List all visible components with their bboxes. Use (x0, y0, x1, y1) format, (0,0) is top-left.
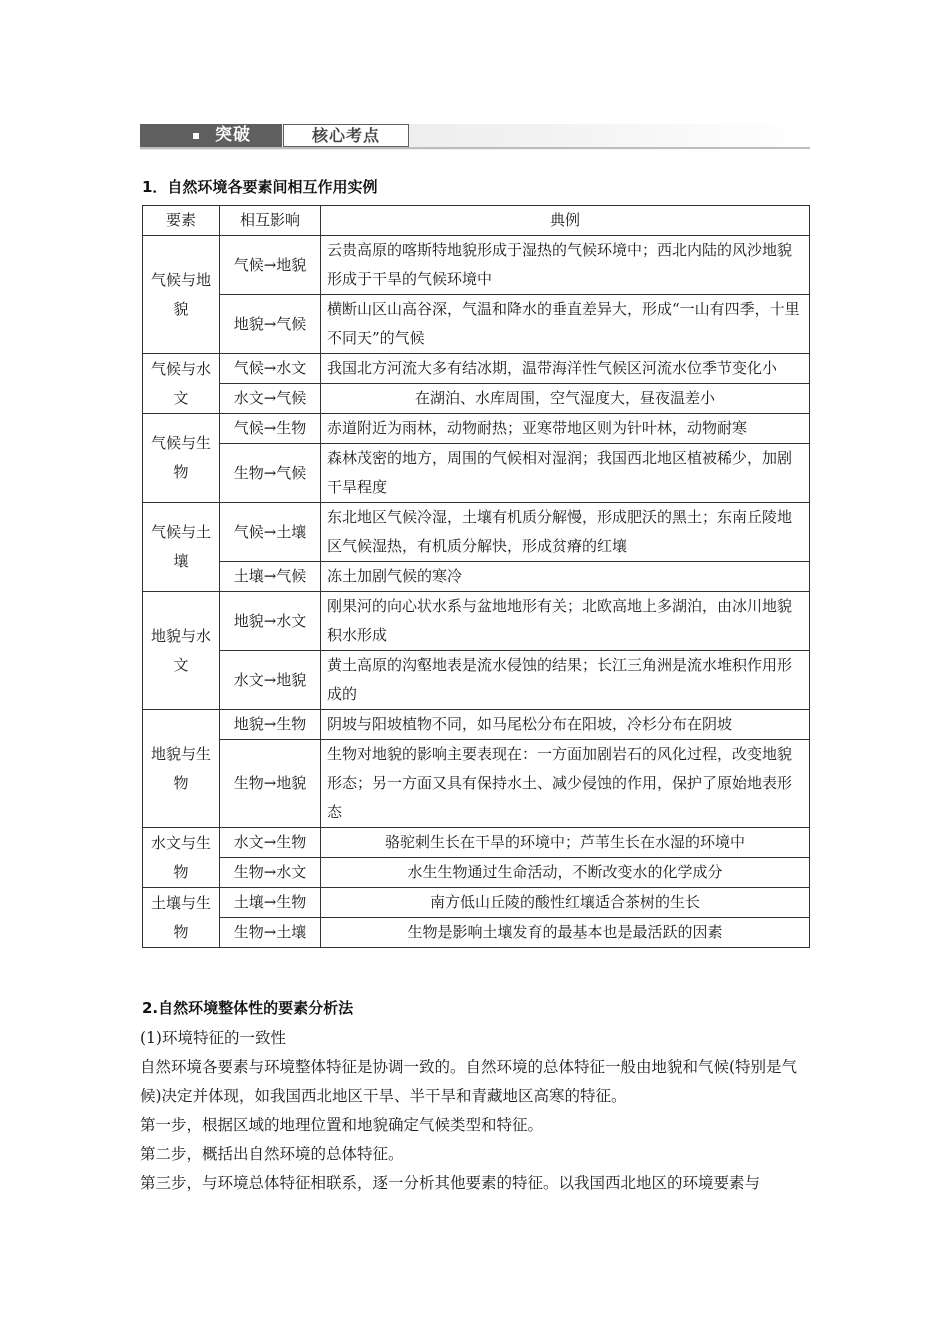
example-text: 在湖泊、水库周围，空气湿度大，昼夜温差小 (321, 384, 810, 414)
interaction-direction: 生物→水文 (220, 858, 321, 888)
interaction-direction: 土壤→生物 (220, 888, 321, 918)
interaction-direction: 生物→土壤 (220, 918, 321, 948)
interaction-direction: 水文→气候 (220, 384, 321, 414)
table-row (143, 354, 810, 384)
interaction-direction: 地貌→气候 (220, 295, 321, 354)
element-pair: 气候与地貌 (143, 236, 220, 354)
element-pair: 地貌与水文 (143, 592, 220, 710)
example-text: 我国北方河流大多有结冰期，温带海洋性气候区河流水位季节变化小 (321, 354, 810, 384)
example-text: 生物对地貌的影响主要表现在：一方面加剧岩石的风化过程，改变地貌形态；另一方面又具有保持水土、减少侵蚀的作用，保护了原始地表形态 (321, 740, 810, 828)
interaction-direction: 水文→地貌 (220, 651, 321, 710)
example-text: 赤道附近为雨林，动物耐热；亚寒带地区则为针叶林，动物耐寒 (321, 414, 810, 444)
interaction-direction: 气候→生物 (220, 414, 321, 444)
example-text: 云贵高原的喀斯特地貌形成于湿热的气候环境中；西北内陆的风沙地貌形成于干旱的气候环境中 (321, 236, 810, 295)
table-row (143, 384, 810, 414)
example-text: 生物是影响土壤发育的最基本也是最活跃的因素 (321, 918, 810, 948)
table-row (143, 918, 810, 948)
section-banner (140, 124, 810, 150)
example-text: 南方低山丘陵的酸性红壤适合茶树的生长 (321, 888, 810, 918)
example-text: 横断山区山高谷深，气温和降水的垂直差异大，形成“一山有四季，十里不同天”的气候 (321, 295, 810, 354)
element-pair: 气候与水文 (143, 354, 220, 414)
section1-heading: 1．自然环境各要素间相互作用实例 (142, 178, 378, 196)
example-text: 森林茂密的地方，周围的气候相对湿润；我国西北地区植被稀少，加剧干旱程度 (321, 444, 810, 503)
square-bullet-icon (193, 133, 199, 139)
example-text: 水生生物通过生命活动，不断改变水的化学成分 (321, 858, 810, 888)
step-1: 第一步，根据区域的地理位置和地貌确定气候类型和特征。 (140, 1116, 544, 1134)
paragraph: 自然环境各要素与环境整体特征是协调一致的。自然环境的总体特征一般由地貌和气候(特别是气候)决定并体现，如我国西北地区干旱、半干旱和青藏地区高寒的特征。 (140, 1058, 798, 1105)
element-pair: 气候与土壤 (143, 503, 220, 592)
interaction-direction: 生物→气候 (220, 444, 321, 503)
element-pair: 气候与生物 (143, 414, 220, 503)
example-text: 刚果河的向心状水系与盆地地形有关；北欧高地上多湖泊，由冰川地貌积水形成 (321, 592, 810, 651)
table-row (143, 828, 810, 858)
banner-title: 核心考点 (283, 124, 409, 147)
table-row (143, 236, 810, 295)
interaction-direction: 水文→生物 (220, 828, 321, 858)
section2-subheading: (1)环境特征的一致性 (140, 1029, 286, 1047)
example-text: 骆驼刺生长在干旱的环境中；芦苇生长在水湿的环境中 (321, 828, 810, 858)
interaction-direction: 地貌→水文 (220, 592, 321, 651)
example-text: 东北地区气候冷湿，土壤有机质分解慢，形成肥沃的黑土；东南丘陵地区气候湿热，有机质分解快，形成贫瘠的红壤 (321, 503, 810, 562)
section2-heading: 2.自然环境整体性的要素分析法 (142, 999, 354, 1017)
table-row (143, 740, 810, 828)
banner-tag-label: 突破 (215, 125, 251, 145)
element-pair: 土壤与生物 (143, 888, 220, 948)
table-row (143, 562, 810, 592)
banner-underline (140, 147, 810, 149)
element-pair: 水文与生物 (143, 828, 220, 888)
interaction-table (142, 205, 810, 948)
table-row (143, 651, 810, 710)
header-element: 要素 (143, 206, 220, 236)
interaction-direction: 地貌→生物 (220, 710, 321, 740)
table-row (143, 444, 810, 503)
table-row (143, 592, 810, 651)
header-interaction: 相互影响 (220, 206, 321, 236)
table-row (143, 888, 810, 918)
interaction-direction: 气候→土壤 (220, 503, 321, 562)
table-row (143, 414, 810, 444)
step-2: 第二步，概括出自然环境的总体特征。 (140, 1145, 404, 1163)
header-example: 典例 (321, 206, 810, 236)
interaction-direction: 气候→水文 (220, 354, 321, 384)
example-text: 冻土加剧气候的寒冷 (321, 562, 810, 592)
table-row (143, 503, 810, 562)
element-pair: 地貌与生物 (143, 710, 220, 828)
example-text: 阴坡与阳坡植物不同，如马尾松分布在阳坡，冷杉分布在阴坡 (321, 710, 810, 740)
interaction-direction: 气候→地貌 (220, 236, 321, 295)
banner-tag (140, 124, 282, 147)
table-row (143, 295, 810, 354)
table-row (143, 858, 810, 888)
example-text: 黄土高原的沟壑地表是流水侵蚀的结果；长江三角洲是流水堆积作用形成的 (321, 651, 810, 710)
step-3: 第三步，与环境总体特征相联系，逐一分析其他要素的特征。以我国西北地区的环境要素与 (140, 1174, 761, 1192)
table-row (143, 710, 810, 740)
interaction-direction: 土壤→气候 (220, 562, 321, 592)
table-header-row (143, 206, 810, 236)
interaction-direction: 生物→地貌 (220, 740, 321, 828)
